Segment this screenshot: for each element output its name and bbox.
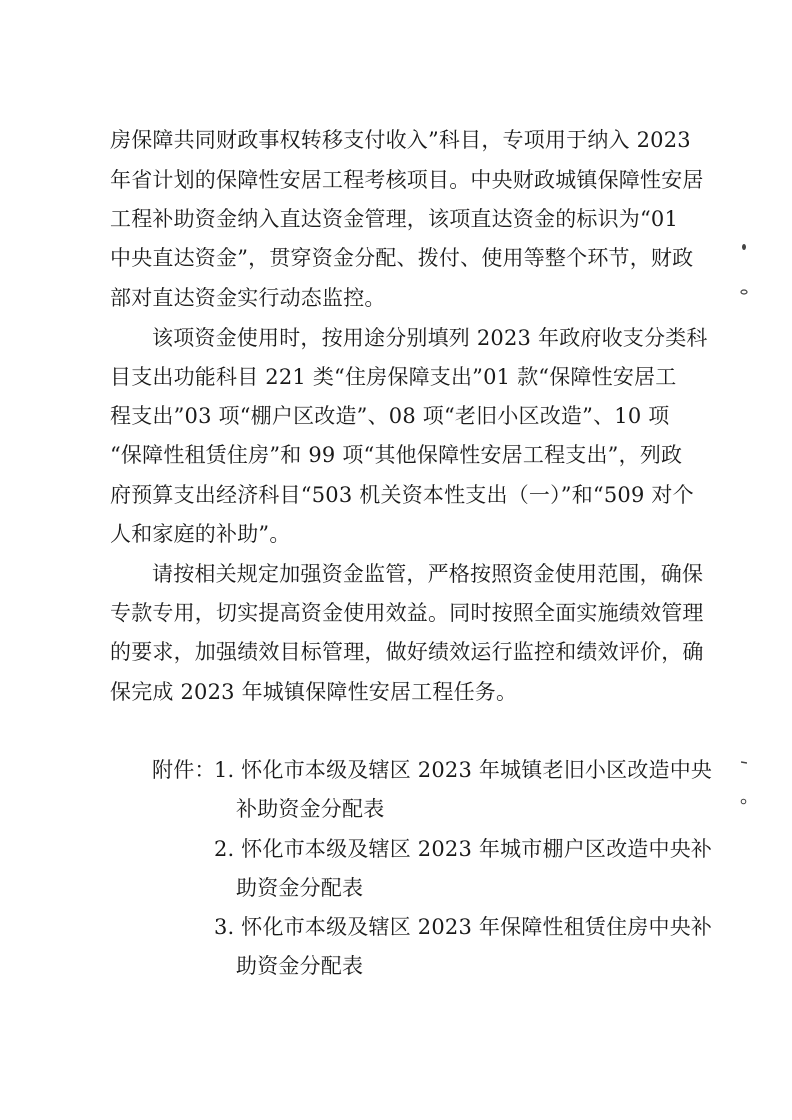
attachment-3-line-2: 助资金分配表: [236, 954, 364, 978]
paragraph-1-line-3: 工程补助资金纳入直达资金管理，该项直达资金的标识为“01: [110, 207, 679, 231]
attachment-2-line-2: 助资金分配表: [236, 876, 364, 900]
paragraph-2-line-4: “保障性租赁住房”和 99 项“其他保障性安居工程支出”，列政: [110, 443, 683, 467]
paragraph-1-line-1: 房保障共同财政事权转移支付收入”科目，专项用于纳入 2023: [110, 128, 691, 152]
paragraph-1-line-2: 年省计划的保障性安居工程考核项目。中央财政城镇保障性安居: [110, 168, 704, 192]
attachment-3-line-1: 3. 怀化市本级及辖区 2023 年保障性租赁住房中央补: [214, 915, 713, 939]
paragraph-1-line-4: 中央直达资金”，贯穿资金分配、拨付、使用等整个环节，财政: [110, 246, 694, 270]
attachment-1-line-1: 1. 怀化市本级及辖区 2023 年城镇老旧小区改造中央: [214, 758, 713, 782]
attachment-2-line-1: 2. 怀化市本级及辖区 2023 年城市棚户区改造中央补: [214, 837, 713, 861]
attachment-1-line-2: 补助资金分配表: [236, 797, 385, 821]
paragraph-2-line-1: 该项资金使用时，按用途分别填列 2023 年政府收支分类科: [152, 326, 708, 350]
scan-mark-2: [740, 288, 748, 298]
paragraph-3-line-1: 请按相关规定加强资金监管，严格按照资金使用范围，确保: [152, 562, 704, 586]
paragraph-3-line-4: 保完成 2023 年城镇保障性安居工程任务。: [110, 680, 518, 704]
scan-mark-1: [741, 243, 747, 254]
paragraph-1-line-5: 部对直达资金实行动态监控。: [110, 286, 386, 310]
scan-mark-4: [740, 798, 747, 808]
paragraph-3-line-2: 专款专用，切实提高资金使用效益。同时按照全面实施绩效管理: [110, 601, 704, 625]
scan-mark-3: [741, 758, 747, 768]
paragraph-3-line-3: 的要求，加强绩效目标管理，做好绩效运行监控和绩效评价，确: [110, 640, 704, 664]
paragraph-2-line-3: 程支出”03 项“棚户区改造”、08 项“老旧小区改造”、10 项: [110, 404, 670, 428]
paragraph-2-line-2: 目支出功能科目 221 类“住房保障支出”01 款“保障性安居工: [110, 365, 677, 389]
attachments-label: 附件：: [152, 758, 216, 782]
paragraph-2-line-5: 府预算支出经济科目“503 机关资本性支出（一）”和“509 对个: [110, 483, 694, 507]
paragraph-2-line-6: 人和家庭的补助”。: [110, 522, 291, 546]
